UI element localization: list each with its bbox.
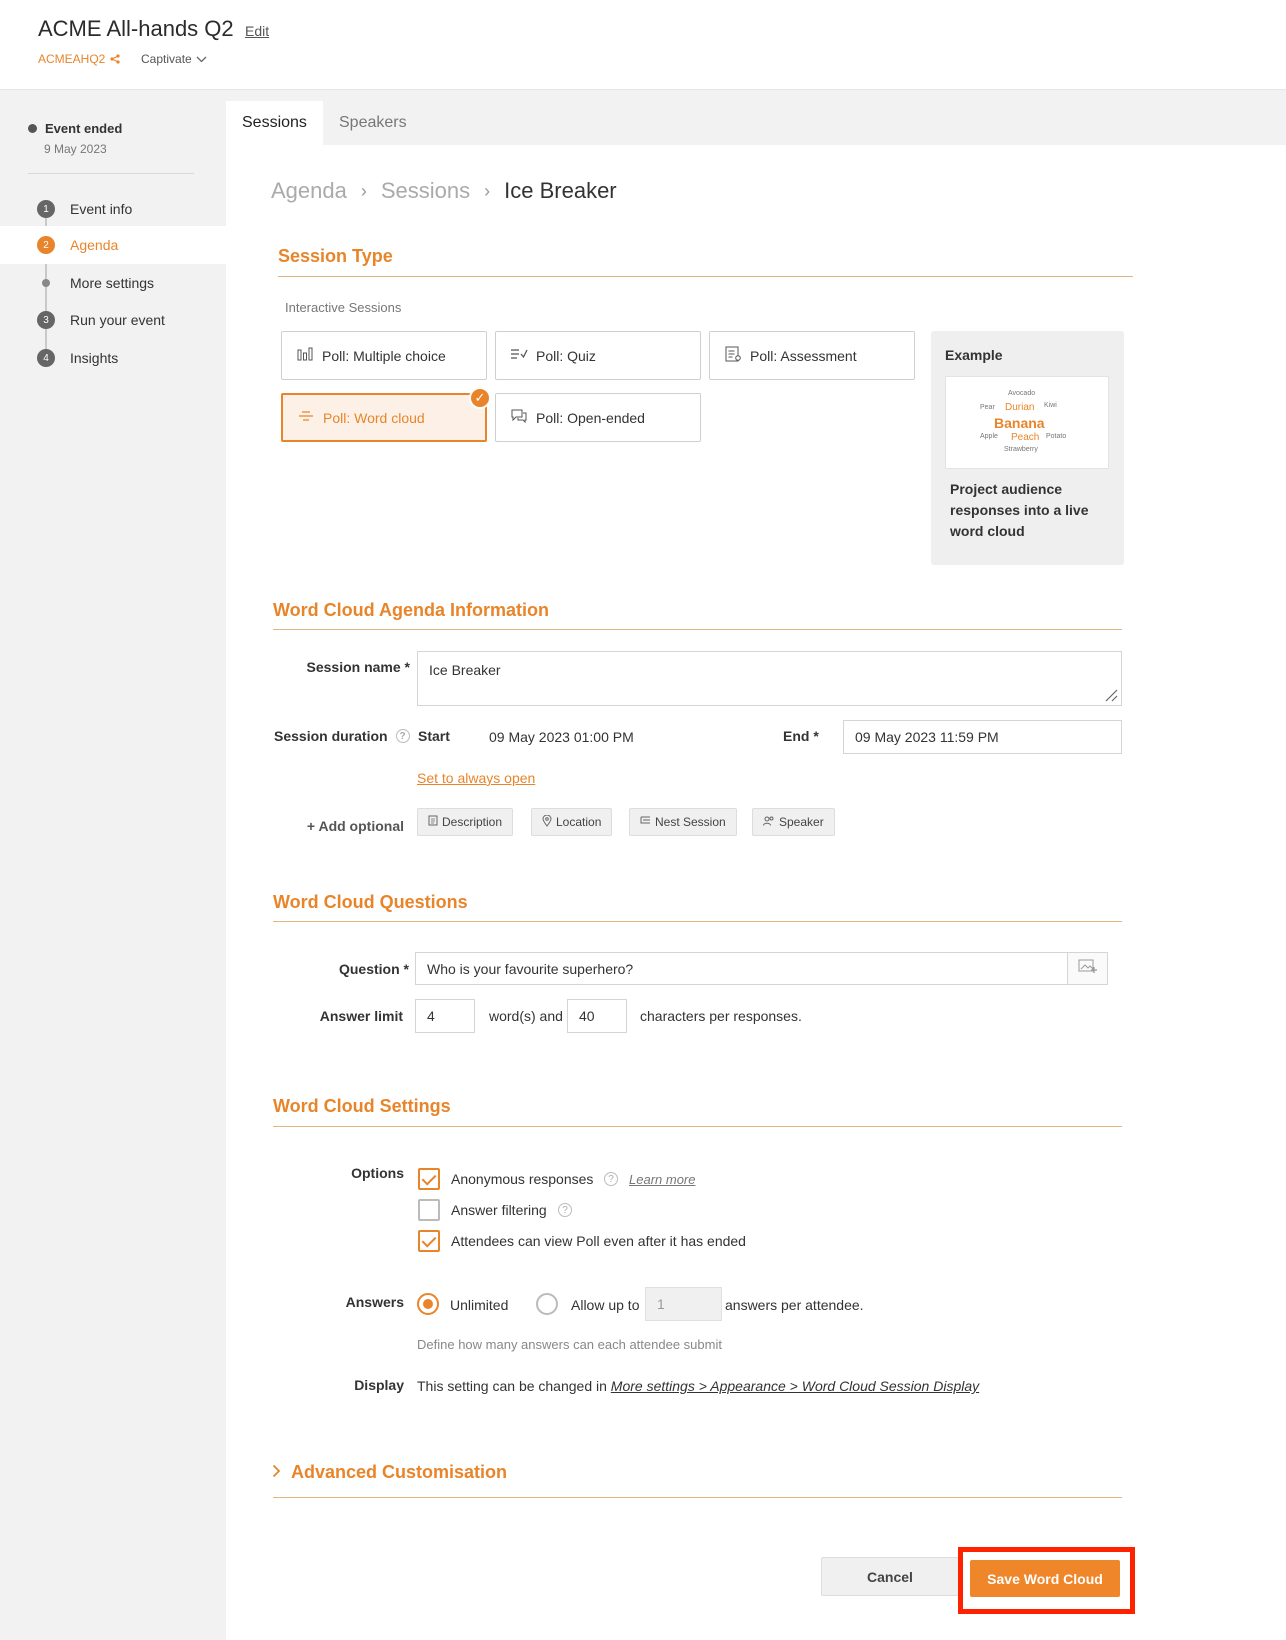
start-label: Start: [418, 728, 450, 744]
edit-title-link[interactable]: Edit: [245, 23, 270, 39]
share-icon[interactable]: [110, 54, 120, 64]
answer-filtering-checkbox[interactable]: [418, 1199, 440, 1221]
example-word: Apple: [980, 433, 998, 440]
section-title-agenda-info: Word Cloud Agenda Information: [273, 600, 549, 620]
section-divider: [273, 1497, 1122, 1498]
add-location-chip[interactable]: [531, 808, 612, 836]
example-word: Potato: [1046, 433, 1067, 440]
display-label: Display: [354, 1377, 404, 1393]
image-add-icon: [1078, 958, 1098, 979]
step-number: 4: [37, 349, 55, 367]
resize-handle-icon[interactable]: [1104, 688, 1118, 702]
unlimited-label: Unlimited: [450, 1297, 509, 1313]
event-status: [28, 121, 122, 136]
word-cloud-icon: [297, 409, 315, 426]
answers-suffix: answers per attendee.: [725, 1297, 864, 1313]
example-description: Project audience responses into a live word cloud: [950, 481, 1089, 539]
sidebar-item-label: Agenda: [70, 237, 119, 253]
session-duration-label: Session duration: [274, 728, 388, 744]
sidebar-item-event-info[interactable]: [0, 190, 226, 228]
word-limit-input[interactable]: [415, 999, 475, 1033]
chars-suffix-text: characters per responses.: [640, 1008, 802, 1024]
anonymous-responses-checkbox[interactable]: [418, 1168, 440, 1190]
section-title-questions: Word Cloud Questions: [273, 892, 468, 912]
cancel-button[interactable]: Cancel: [821, 1557, 959, 1596]
example-word: Strawberry: [1004, 446, 1038, 453]
section-title-settings: Word Cloud Settings: [273, 1096, 451, 1116]
session-type-label: Poll: Assessment: [750, 347, 857, 364]
section-divider: [273, 1126, 1122, 1127]
breadcrumb-current: Ice Breaker: [504, 178, 617, 203]
step-number: 2: [37, 236, 55, 254]
chevron-right-icon: [272, 1462, 281, 1483]
example-title: Example: [945, 347, 1003, 363]
event-code-text: ACMEAHQ2: [38, 52, 106, 66]
max-answers-value: 1: [657, 1296, 665, 1312]
people-icon: [763, 815, 775, 829]
chip-label: Location: [556, 815, 602, 829]
session-type-word-cloud[interactable]: [281, 390, 487, 442]
add-description-chip[interactable]: [417, 808, 513, 836]
event-code[interactable]: [38, 52, 120, 66]
sidebar-item-label: Event info: [70, 201, 133, 217]
chip-label: Description: [442, 815, 503, 829]
sidebar-item-agenda[interactable]: [0, 226, 226, 264]
char-limit-value: 40: [579, 1008, 595, 1024]
view-after-end-checkbox[interactable]: [418, 1230, 440, 1252]
sidebar-item-label: Insights: [70, 350, 119, 366]
tab-speakers[interactable]: Speakers: [339, 114, 407, 131]
breadcrumb-agenda[interactable]: Agenda: [271, 178, 347, 203]
event-header: [0, 0, 1286, 90]
nest-session-icon: [640, 815, 651, 829]
max-answers-input[interactable]: [645, 1287, 722, 1321]
example-word: Pear: [980, 404, 995, 411]
char-limit-input[interactable]: [567, 999, 627, 1033]
display-text-row: [417, 1378, 979, 1394]
example-word: Avocado: [1008, 390, 1036, 397]
display-text: This setting can be changed in: [417, 1378, 607, 1394]
session-type-open-ended[interactable]: [495, 393, 701, 442]
product-dropdown[interactable]: [141, 52, 207, 66]
example-word: Durian: [1005, 402, 1035, 413]
example-word: Banana: [994, 415, 1045, 431]
add-optional-label: + Add optional: [306, 818, 404, 834]
end-datetime-input[interactable]: [843, 720, 1122, 754]
answer-filtering-label: Answer filtering: [451, 1202, 547, 1218]
step-dot-icon: [42, 279, 50, 287]
bar-chart-icon: [296, 347, 314, 365]
word-limit-value: 4: [427, 1008, 435, 1024]
checklist-icon: [510, 347, 528, 365]
help-icon[interactable]: ?: [604, 1172, 618, 1186]
session-type-label: Poll: Quiz: [536, 347, 596, 364]
section-title-session-type: Session Type: [278, 246, 393, 266]
example-panel: [931, 331, 1124, 565]
word-cloud-example-image: [945, 376, 1109, 469]
add-image-button[interactable]: [1067, 952, 1108, 985]
options-label: Options: [351, 1165, 404, 1181]
end-label: End *: [783, 728, 819, 744]
save-word-cloud-button[interactable]: Save Word Cloud: [970, 1560, 1120, 1597]
section-divider: [273, 629, 1122, 630]
session-type-assessment[interactable]: [709, 331, 915, 380]
chip-label: Nest Session: [655, 815, 726, 829]
selected-check-icon: ✓: [469, 387, 491, 409]
anonymous-responses-label: Anonymous responses: [451, 1171, 594, 1187]
event-date: 9 May 2023: [44, 142, 107, 156]
session-type-quiz[interactable]: [495, 331, 701, 380]
speech-bubbles-icon: [510, 408, 528, 428]
question-label: Question *: [338, 961, 409, 977]
chip-label: Speaker: [779, 815, 824, 829]
question-value: Who is your favourite superhero?: [427, 960, 634, 977]
status-dot-icon: [28, 124, 37, 133]
sidebar-item-more-settings[interactable]: [0, 264, 226, 302]
session-name-label: Session name *: [306, 659, 410, 675]
question-input[interactable]: [415, 952, 1068, 985]
help-icon[interactable]: ?: [396, 729, 410, 743]
help-icon[interactable]: ?: [558, 1203, 572, 1217]
allow-up-to-radio[interactable]: [536, 1293, 558, 1315]
sidebar-item-label: More settings: [70, 275, 155, 291]
view-after-end-label: Attendees can view Poll even after it has ended: [451, 1233, 746, 1249]
answers-hint: Define how many answers can each attendee submit: [417, 1337, 722, 1352]
event-status-text: Event ended: [45, 121, 123, 136]
set-always-open-link[interactable]: Set to always open: [417, 770, 536, 786]
session-name-value: Ice Breaker: [429, 662, 501, 678]
interactive-sessions-label: Interactive Sessions: [285, 300, 402, 315]
allow-up-to-label: Allow up to: [571, 1297, 640, 1313]
chevron-down-icon: [196, 52, 207, 66]
tabs-bar: [226, 90, 1286, 145]
location-pin-icon: [542, 815, 552, 830]
chevron-right-icon: ›: [360, 180, 367, 201]
sidebar-divider: [28, 173, 194, 174]
answer-limit-label: Answer limit: [319, 1008, 403, 1024]
add-speaker-chip[interactable]: [752, 808, 835, 836]
product-label: Captivate: [141, 52, 192, 66]
start-value: 09 May 2023 01:00 PM: [489, 729, 634, 745]
answers-label: Answers: [345, 1294, 404, 1310]
section-divider: [278, 276, 1133, 277]
section-divider: [273, 921, 1122, 922]
step-number: 3: [37, 311, 55, 329]
breadcrumb: [271, 178, 617, 204]
session-name-input[interactable]: [417, 651, 1122, 706]
sidebar-item-insights[interactable]: [0, 339, 226, 377]
unlimited-radio[interactable]: [417, 1293, 439, 1315]
document-icon: [428, 815, 438, 829]
learn-more-link[interactable]: Learn more: [629, 1172, 696, 1187]
sidebar-item-label: Run your event: [70, 312, 165, 328]
chevron-right-icon: ›: [484, 180, 491, 201]
step-number: 1: [37, 200, 55, 218]
assessment-icon: [724, 346, 742, 366]
breadcrumb-sessions[interactable]: Sessions: [380, 178, 471, 203]
session-type-label: Poll: Open-ended: [536, 409, 645, 426]
words-and-text: word(s) and: [489, 1008, 563, 1024]
add-nest-session-chip[interactable]: [629, 808, 737, 836]
session-type-label: Poll: Multiple choice: [322, 347, 446, 364]
example-word: Peach: [1011, 432, 1040, 443]
display-settings-link[interactable]: More settings > Appearance > Word Cloud Session Display: [610, 1378, 980, 1394]
session-type-multiple-choice[interactable]: [281, 331, 487, 380]
sidebar-item-run-event[interactable]: [0, 301, 226, 339]
tab-sessions[interactable]: Sessions: [226, 101, 323, 145]
session-type-label: Poll: Word cloud: [323, 409, 425, 426]
sidebar: [0, 90, 226, 1640]
example-word: Kiwi: [1044, 402, 1057, 409]
event-title: ACME All-hands Q2: [38, 16, 234, 41]
end-datetime-value: 09 May 2023 11:59 PM: [855, 729, 999, 745]
advanced-customisation-title: Advanced Customisation: [291, 1462, 508, 1482]
advanced-customisation-toggle[interactable]: [272, 1462, 507, 1483]
session-duration-label-row: [274, 728, 410, 744]
